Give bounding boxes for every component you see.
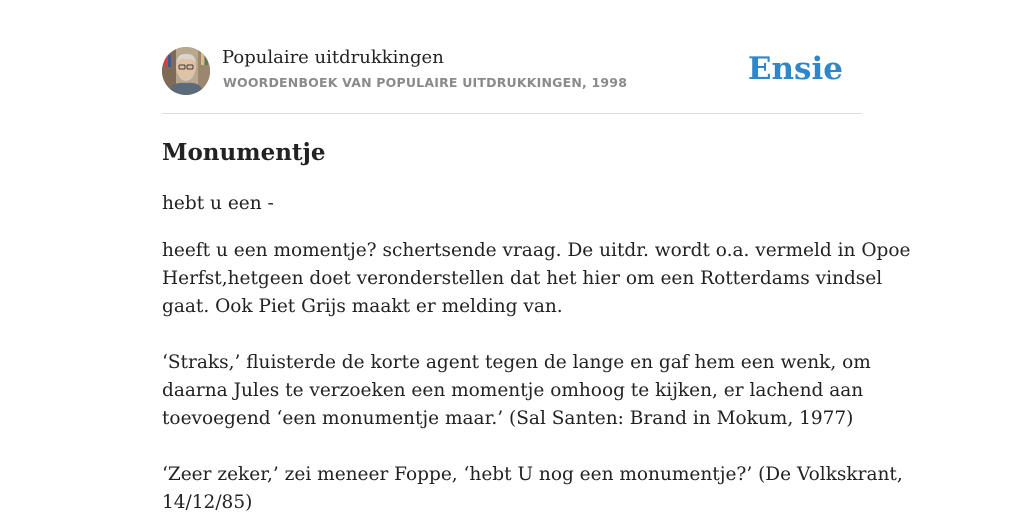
entry-title: Monumentje bbox=[162, 139, 326, 166]
text-line: ‘Straks,’ fluisterde de korte agent tegen de lange en gaf hem een wenk, om bbox=[162, 352, 871, 373]
text-line: toevoegend ‘een monumentje maar.’ (Sal Santen: Brand in Mokum, 1977) bbox=[162, 408, 854, 429]
source-header bbox=[162, 46, 862, 96]
source-subtitle: WOORDENBOEK VAN POPULAIRE UITDRUKKINGEN, 1998 bbox=[223, 75, 628, 90]
author-portrait-icon[interactable] bbox=[162, 47, 210, 95]
entry-page bbox=[162, 0, 911, 512]
entry-paragraph bbox=[162, 237, 911, 321]
text-line: heeft u een momentje? schertsende vraag. De uitdr. wordt o.a. vermeld in Opoe bbox=[162, 240, 911, 261]
text-line: gaat. Ook Piet Grijs maakt er melding van. bbox=[162, 296, 563, 317]
headword: hebt u een - bbox=[162, 193, 274, 214]
ensie-logo[interactable]: Ensie bbox=[747, 51, 843, 87]
entry-body bbox=[162, 237, 911, 512]
source-title[interactable]: Populaire uitdrukkingen bbox=[222, 47, 444, 68]
text-line: 14/12/85) bbox=[162, 492, 253, 512]
entry-paragraph bbox=[162, 461, 903, 512]
text-line: ‘Zeer zeker,’ zei meneer Foppe, ‘hebt U nog een monumentje?’ (De Volkskrant, bbox=[162, 464, 903, 485]
entry-paragraph bbox=[162, 349, 871, 433]
header-divider bbox=[162, 113, 862, 114]
text-line: Herfst,hetgeen doet veronderstellen dat het hier om een Rotterdams vindsel bbox=[162, 268, 883, 289]
text-line: daarna Jules te verzoeken een momentje omhoog te kijken, er lachend aan bbox=[162, 380, 864, 401]
